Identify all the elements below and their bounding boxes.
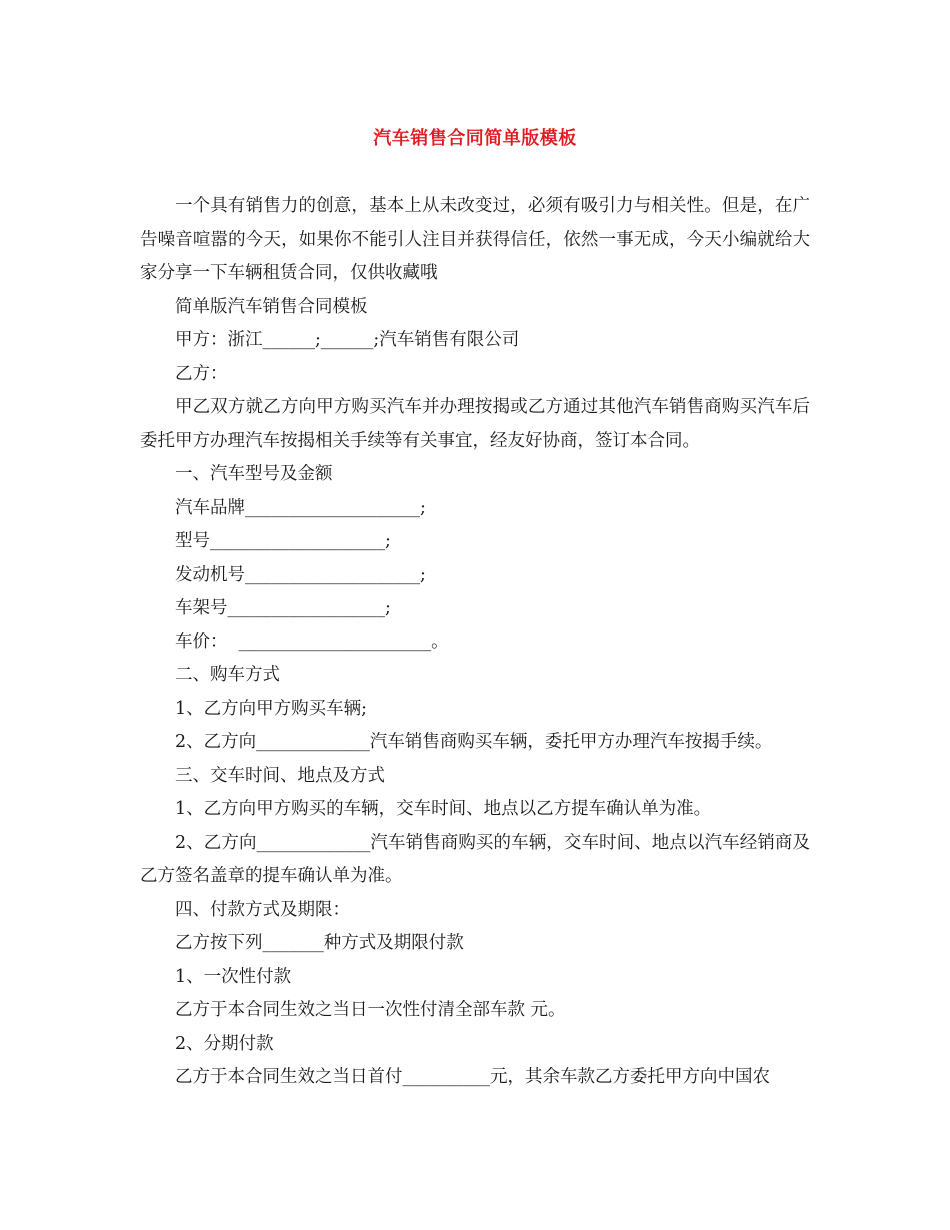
section-heading-1: 一、汽车型号及金额 xyxy=(175,464,333,484)
preamble-paragraph: 甲乙双方就乙方向甲方购买汽车并办理按揭或乙方通过其他汽车销售商购买汽车后委托甲方办理汽车按揭相关手续等有关事宜，经友好协商，签订本合同。 xyxy=(140,397,810,451)
party-a-line: 甲方：浙江______;______;汽车销售有限公司 xyxy=(175,330,520,350)
payment-option-1: 1、一次性付款 xyxy=(175,966,292,987)
section-heading-3: 三、交车时间、地点及方式 xyxy=(175,765,385,786)
purchase-method-1: 1、乙方向甲方购买车辆; xyxy=(175,698,368,719)
contract-subtitle: 简单版汽车销售合同模板 xyxy=(175,296,368,317)
delivery-clause-1: 1、乙方向甲方购买的车辆，交车时间、地点以乙方提车确认单为准。 xyxy=(175,799,712,819)
party-b-line: 乙方： xyxy=(175,363,228,384)
payment-option-2-detail: 乙方于本合同生效之当日首付__________元，其余车款乙方委托甲方向中国农 xyxy=(175,1067,770,1087)
document-title: 汽车销售合同简单版模板 xyxy=(373,128,577,149)
field-frame-number: 车架号__________________; xyxy=(175,598,391,618)
field-engine-number: 发动机号____________________; xyxy=(175,564,426,585)
field-car-brand: 汽车品牌____________________; xyxy=(175,497,426,518)
payment-option-1-detail: 乙方于本合同生效之当日一次性付清全部车款 元。 xyxy=(175,1000,566,1020)
intro-paragraph: 一个具有销售力的创意，基本上从未改变过，必须有吸引力与相关性。但是，在广告噪音喧嚣的今天，如果你不能引人注目并获得信任，依然一事无成，今天小编就给大家分享一下车辆租赁合同，仅供收藏哦 xyxy=(140,196,810,283)
payment-option-2: 2、分期付款 xyxy=(175,1033,274,1054)
field-car-price: 车价： ______________________。 xyxy=(175,631,449,652)
section-heading-4: 四、付款方式及期限： xyxy=(175,899,350,920)
field-model: 型号____________________; xyxy=(175,531,391,551)
purchase-method-2: 2、乙方向_____________汽车销售商购买车辆，委托甲方办理汽车按揭手续。 xyxy=(175,732,773,752)
delivery-clause-2: 2、乙方向_____________汽车销售商购买的车辆，交车时间、地点以汽车经销商及乙方签名盖章的提车确认单为准。 xyxy=(140,832,810,886)
section-heading-2: 二、购车方式 xyxy=(175,665,280,685)
document-body xyxy=(140,190,810,1095)
payment-method-intro: 乙方按下列_______种方式及期限付款 xyxy=(175,933,464,953)
